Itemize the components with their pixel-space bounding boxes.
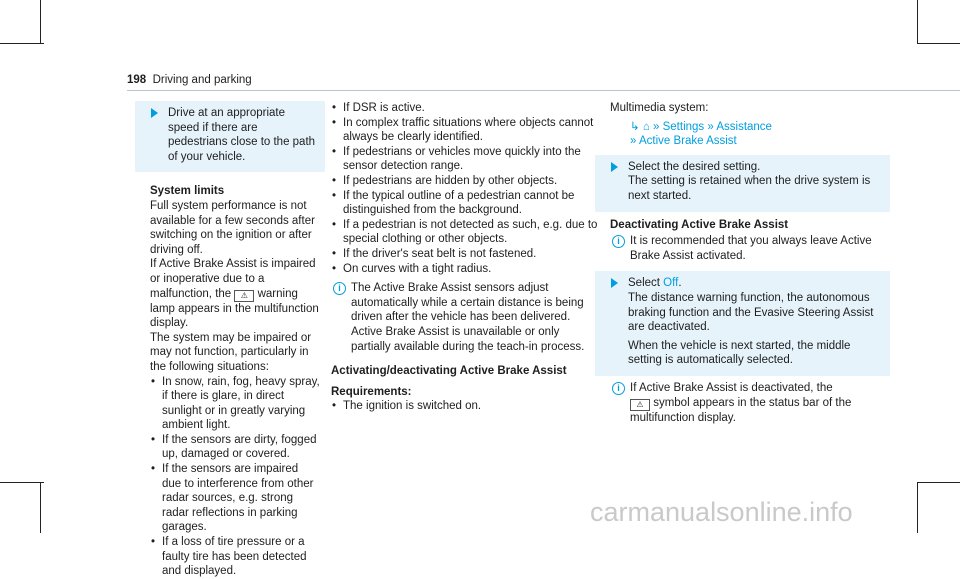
activating-title: Activating/deactivating Active Brake Assist <box>331 365 567 378</box>
warning-lamp-icon: ⚠ <box>234 290 254 302</box>
page-header <box>127 74 252 86</box>
info-icon: i <box>612 235 625 248</box>
column-1 <box>150 101 320 579</box>
multimedia-label: Multimedia system: <box>610 102 709 114</box>
step-arrow-icon <box>611 162 618 172</box>
step-text: The setting is retained when the drive system is next started. <box>628 175 871 202</box>
list-item: • The ignition is switched on. <box>331 399 601 414</box>
system-limits-title: System limits <box>150 185 225 198</box>
info-part: symbol appears in the status bar of the multifunction display. <box>630 396 852 424</box>
list-item: • If pedestrians are hidden by other objects. <box>331 174 601 189</box>
crop-mark <box>40 0 41 44</box>
list-item: • If the typical outline of a pedestrian cannot be distinguished from the background. <box>331 189 601 218</box>
info-note <box>331 281 601 354</box>
instruction-step <box>595 155 890 212</box>
column-2 <box>331 101 601 414</box>
chevron-icon: » <box>707 120 714 133</box>
column-3 <box>610 101 885 425</box>
list-item: • If the driver's seat belt is not fastened. <box>331 247 601 262</box>
requirements-title: Requirements: <box>331 385 412 398</box>
instruction-step <box>135 101 325 172</box>
list-item: • In snow, rain, fog, heavy spray, if there is glare, in direct sunlight or in greatly varying ambient light. <box>150 375 320 433</box>
home-icon: ⌂ <box>642 120 650 133</box>
list-item: • If the sensors are impaired due to interference from other radar sources, e.g. strong radar reflections in parking garages. <box>150 462 320 535</box>
list-item: • If a pedestrian is not detected as such, e.g. due to special clothing or other objects. <box>331 218 601 247</box>
off-value: Off <box>663 277 679 290</box>
info-text: It is recommended that you always leave Active Brake Assist activated. <box>630 235 872 262</box>
list-item: • In complex traffic situations where objects cannot always be clearly identified. <box>331 116 601 145</box>
list-item: • If DSR is active. <box>331 101 601 116</box>
chevron-icon: » <box>653 120 660 133</box>
list-item: • On curves with a tight radius. <box>331 262 601 277</box>
nav-path <box>610 120 885 135</box>
info-text <box>630 381 885 425</box>
paragraph: The system may be impaired or may not function, particularly in the following situations: <box>150 331 312 373</box>
section-title: Driving and parking <box>152 74 252 86</box>
bullet-list <box>150 375 320 579</box>
chevron-icon: » <box>630 135 637 148</box>
brake-assist-off-icon: ⚠ <box>630 399 650 411</box>
nav-item: Assistance <box>716 120 772 133</box>
nav-path-2 <box>610 134 885 149</box>
paragraph: Full system performance is not available for a few seconds after switching on the ignition or after driving off. <box>150 199 315 256</box>
bullet-list <box>331 101 601 276</box>
step-arrow-icon <box>151 108 158 118</box>
paragraph-part: If Active Brake Assist is impaired or inoperative due to a malfunction, the <box>150 258 316 300</box>
list-item: • If the sensors are dirty, fogged up, damaged or covered. <box>150 433 320 462</box>
step-text: When the vehicle is next started, the middle setting is automatically selected. <box>628 339 851 367</box>
paragraph-part: warning lamp appears in the multifunction display. <box>150 287 319 330</box>
crop-mark <box>40 482 41 533</box>
step-text: Select Off. <box>628 277 682 290</box>
step-prefix: Select <box>628 277 660 290</box>
info-icon: i <box>333 282 346 295</box>
step-text: The distance warning function, the autonomous braking function and the Evasive Steering Assist are deactivated. <box>628 291 874 334</box>
info-part: If Active Brake Assist is deactivated, the <box>630 381 833 394</box>
crop-mark <box>0 43 44 44</box>
deactivating-title: Deactivating Active Brake Assist <box>610 218 789 231</box>
step-arrow-icon <box>611 278 618 288</box>
list-item: • If a loss of tire pressure or a faulty tire has been detected and displayed. <box>150 535 320 579</box>
watermark: carmanualsonline.info <box>590 497 853 527</box>
info-icon: i <box>612 382 625 395</box>
info-note <box>610 381 885 425</box>
step-text: Drive at an appropriate speed if there are pedestrians close to the path of your vehicle. <box>168 107 316 163</box>
info-text: The Active Brake Assist sensors adjust automatically while a certain distance is being driven after the vehicle has been delivered. Active Brake Assist is unavailable or only partially available during the teach-in process. <box>351 282 585 353</box>
list-item: • If pedestrians or vehicles move quickly into the sensor detection range. <box>331 145 601 174</box>
header-rule <box>127 90 960 91</box>
crop-mark <box>0 482 44 483</box>
crop-mark <box>917 43 960 44</box>
page-number: 198 <box>127 74 147 86</box>
paragraph <box>150 257 320 330</box>
nav-item: Settings <box>662 120 705 133</box>
crop-mark <box>917 482 918 533</box>
info-note <box>610 234 885 263</box>
instruction-step <box>595 271 890 376</box>
bullet-list <box>331 399 601 414</box>
crop-mark <box>917 0 918 44</box>
nav-item: Active Brake Assist <box>638 135 737 148</box>
crop-mark <box>917 482 960 483</box>
step-text: Select the desired setting. <box>628 160 761 173</box>
enter-arrow-icon: ↳ <box>630 120 640 133</box>
